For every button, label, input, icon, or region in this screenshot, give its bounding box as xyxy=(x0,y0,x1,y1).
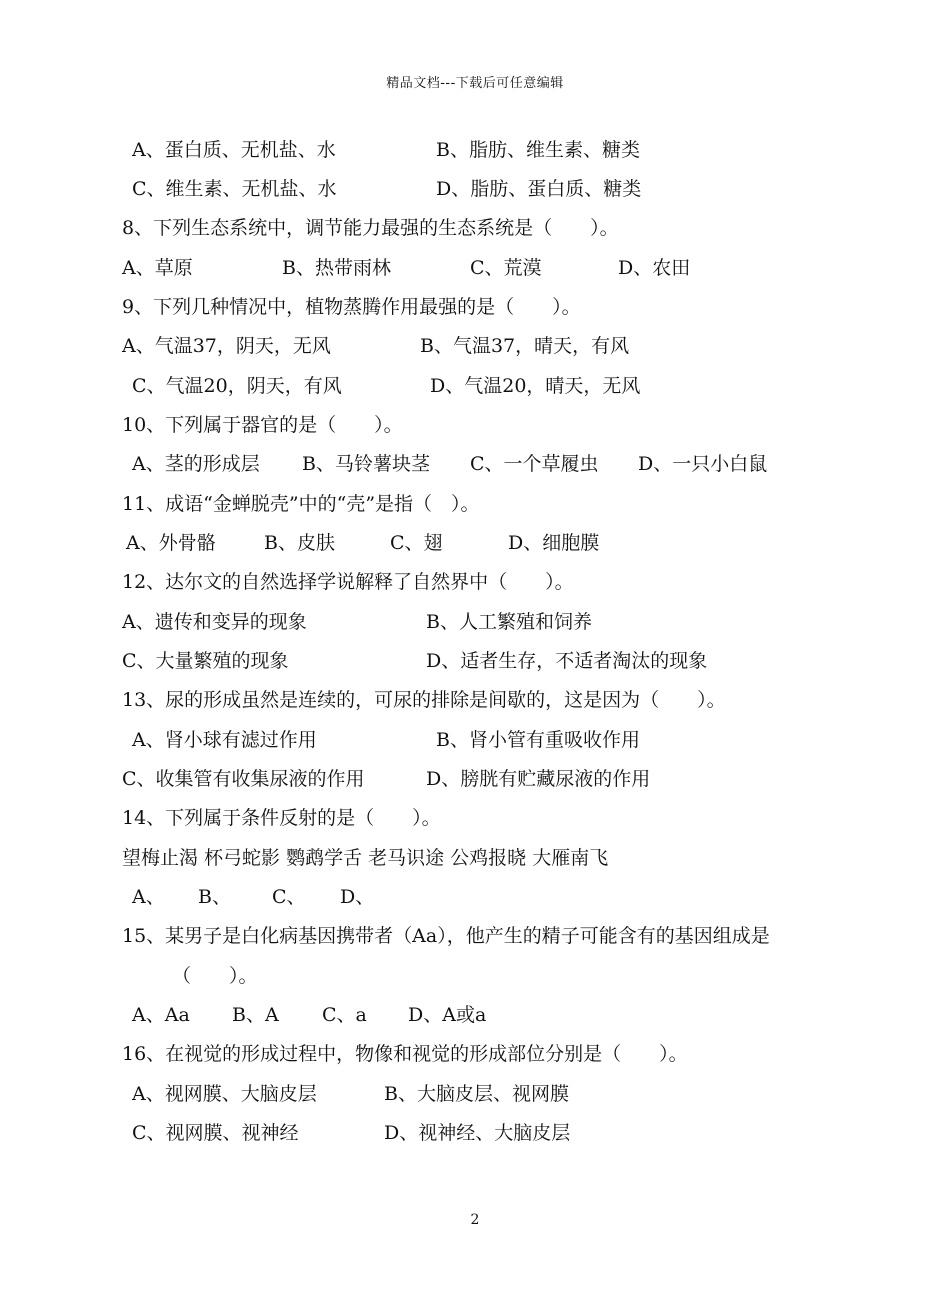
answer-option: D、A或a xyxy=(408,1004,487,1026)
answer-option: A、草原 xyxy=(122,257,193,279)
answer-option: B、A xyxy=(232,1004,279,1026)
page-header: 精品文档---下载后可任意编辑 xyxy=(386,76,564,91)
answer-option: D、农田 xyxy=(618,257,691,279)
question-line: 8、下列生态系统中，调节能力最强的生态系统是（ ）。 xyxy=(122,217,619,239)
answer-option: B、热带雨林 xyxy=(282,257,391,279)
answer-option: C、a xyxy=(322,1004,367,1026)
answer-option: A、茎的形成层 xyxy=(132,453,260,475)
answer-option: A、遗传和变异的现象 xyxy=(122,611,307,633)
question-line: 望梅止渴 杯弓蛇影 鹦鹉学舌 老马识途 公鸡报晓 大雁南飞 xyxy=(122,847,609,869)
answer-option: B、皮肤 xyxy=(264,532,335,554)
answer-option: C、大量繁殖的现象 xyxy=(122,650,289,672)
page-number: 2 xyxy=(470,1212,480,1228)
answer-option: C、荒漠 xyxy=(470,257,542,279)
answer-option: B、肾小管有重吸收作用 xyxy=(436,729,640,751)
answer-option: D、脂肪、蛋白质、糖类 xyxy=(436,178,642,200)
answer-option: B、 xyxy=(198,886,231,908)
answer-option: C、气温20，阴天，有风 xyxy=(132,375,342,397)
answer-option: D、 xyxy=(340,886,375,908)
answer-option: C、一个草履虫 xyxy=(470,453,599,475)
question-line: 14、下列属于条件反射的是（ ）。 xyxy=(122,807,441,829)
answer-option: A、Aa xyxy=(132,1004,190,1026)
question-line: 16、在视觉的形成过程中，物像和视觉的形成部位分别是（ ）。 xyxy=(122,1043,688,1065)
answer-option: B、脂肪、维生素、糖类 xyxy=(436,139,640,161)
answer-option: C、维生素、无机盐、水 xyxy=(132,178,337,200)
answer-option: D、细胞膜 xyxy=(508,532,600,554)
answer-option: B、大脑皮层、视网膜 xyxy=(384,1083,569,1105)
question-line: 11、成语“金蝉脱壳”中的“壳”是指（ ）。 xyxy=(122,493,480,515)
answer-option: B、马铃薯块茎 xyxy=(302,453,430,475)
question-line: 12、达尔文的自然选择学说解释了自然界中（ ）。 xyxy=(122,571,574,593)
answer-option: C、视网膜、视神经 xyxy=(132,1122,299,1144)
answer-option: A、气温37，阴天，无风 xyxy=(122,335,331,357)
answer-option: D、气温20，晴天，无风 xyxy=(430,375,641,397)
answer-option: A、蛋白质、无机盐、水 xyxy=(132,139,336,161)
answer-option: D、视神经、大脑皮层 xyxy=(384,1122,571,1144)
answer-option: C、收集管有收集尿液的作用 xyxy=(122,768,365,790)
answer-option: D、膀胱有贮藏尿液的作用 xyxy=(426,768,651,790)
answer-option: B、人工繁殖和饲养 xyxy=(426,611,592,633)
answer-option: C、 xyxy=(272,886,306,908)
question-line: （ ）。 xyxy=(172,965,258,987)
answer-option: B、气温37，晴天，有风 xyxy=(420,335,630,357)
question-line: 10、下列属于器官的是（ ）。 xyxy=(122,414,403,436)
answer-option: A、视网膜、大脑皮层 xyxy=(132,1083,317,1105)
answer-option: D、适者生存，不适者淘汰的现象 xyxy=(426,650,708,672)
answer-option: D、一只小白鼠 xyxy=(638,453,768,475)
answer-option: A、外骨骼 xyxy=(126,532,216,554)
question-line: 15、某男子是白化病基因携带者（Aa），他产生的精子可能含有的基因组成是 xyxy=(122,925,770,947)
answer-option: A、肾小球有滤过作用 xyxy=(132,729,317,751)
answer-option: C、翅 xyxy=(390,532,443,554)
question-line: 9、下列几种情况中，植物蒸腾作用最强的是（ ）。 xyxy=(122,296,581,318)
answer-option: A、 xyxy=(132,886,165,908)
question-line: 13、尿的形成虽然是连续的，可尿的排除是间歇的，这是因为（ ）。 xyxy=(122,689,726,711)
